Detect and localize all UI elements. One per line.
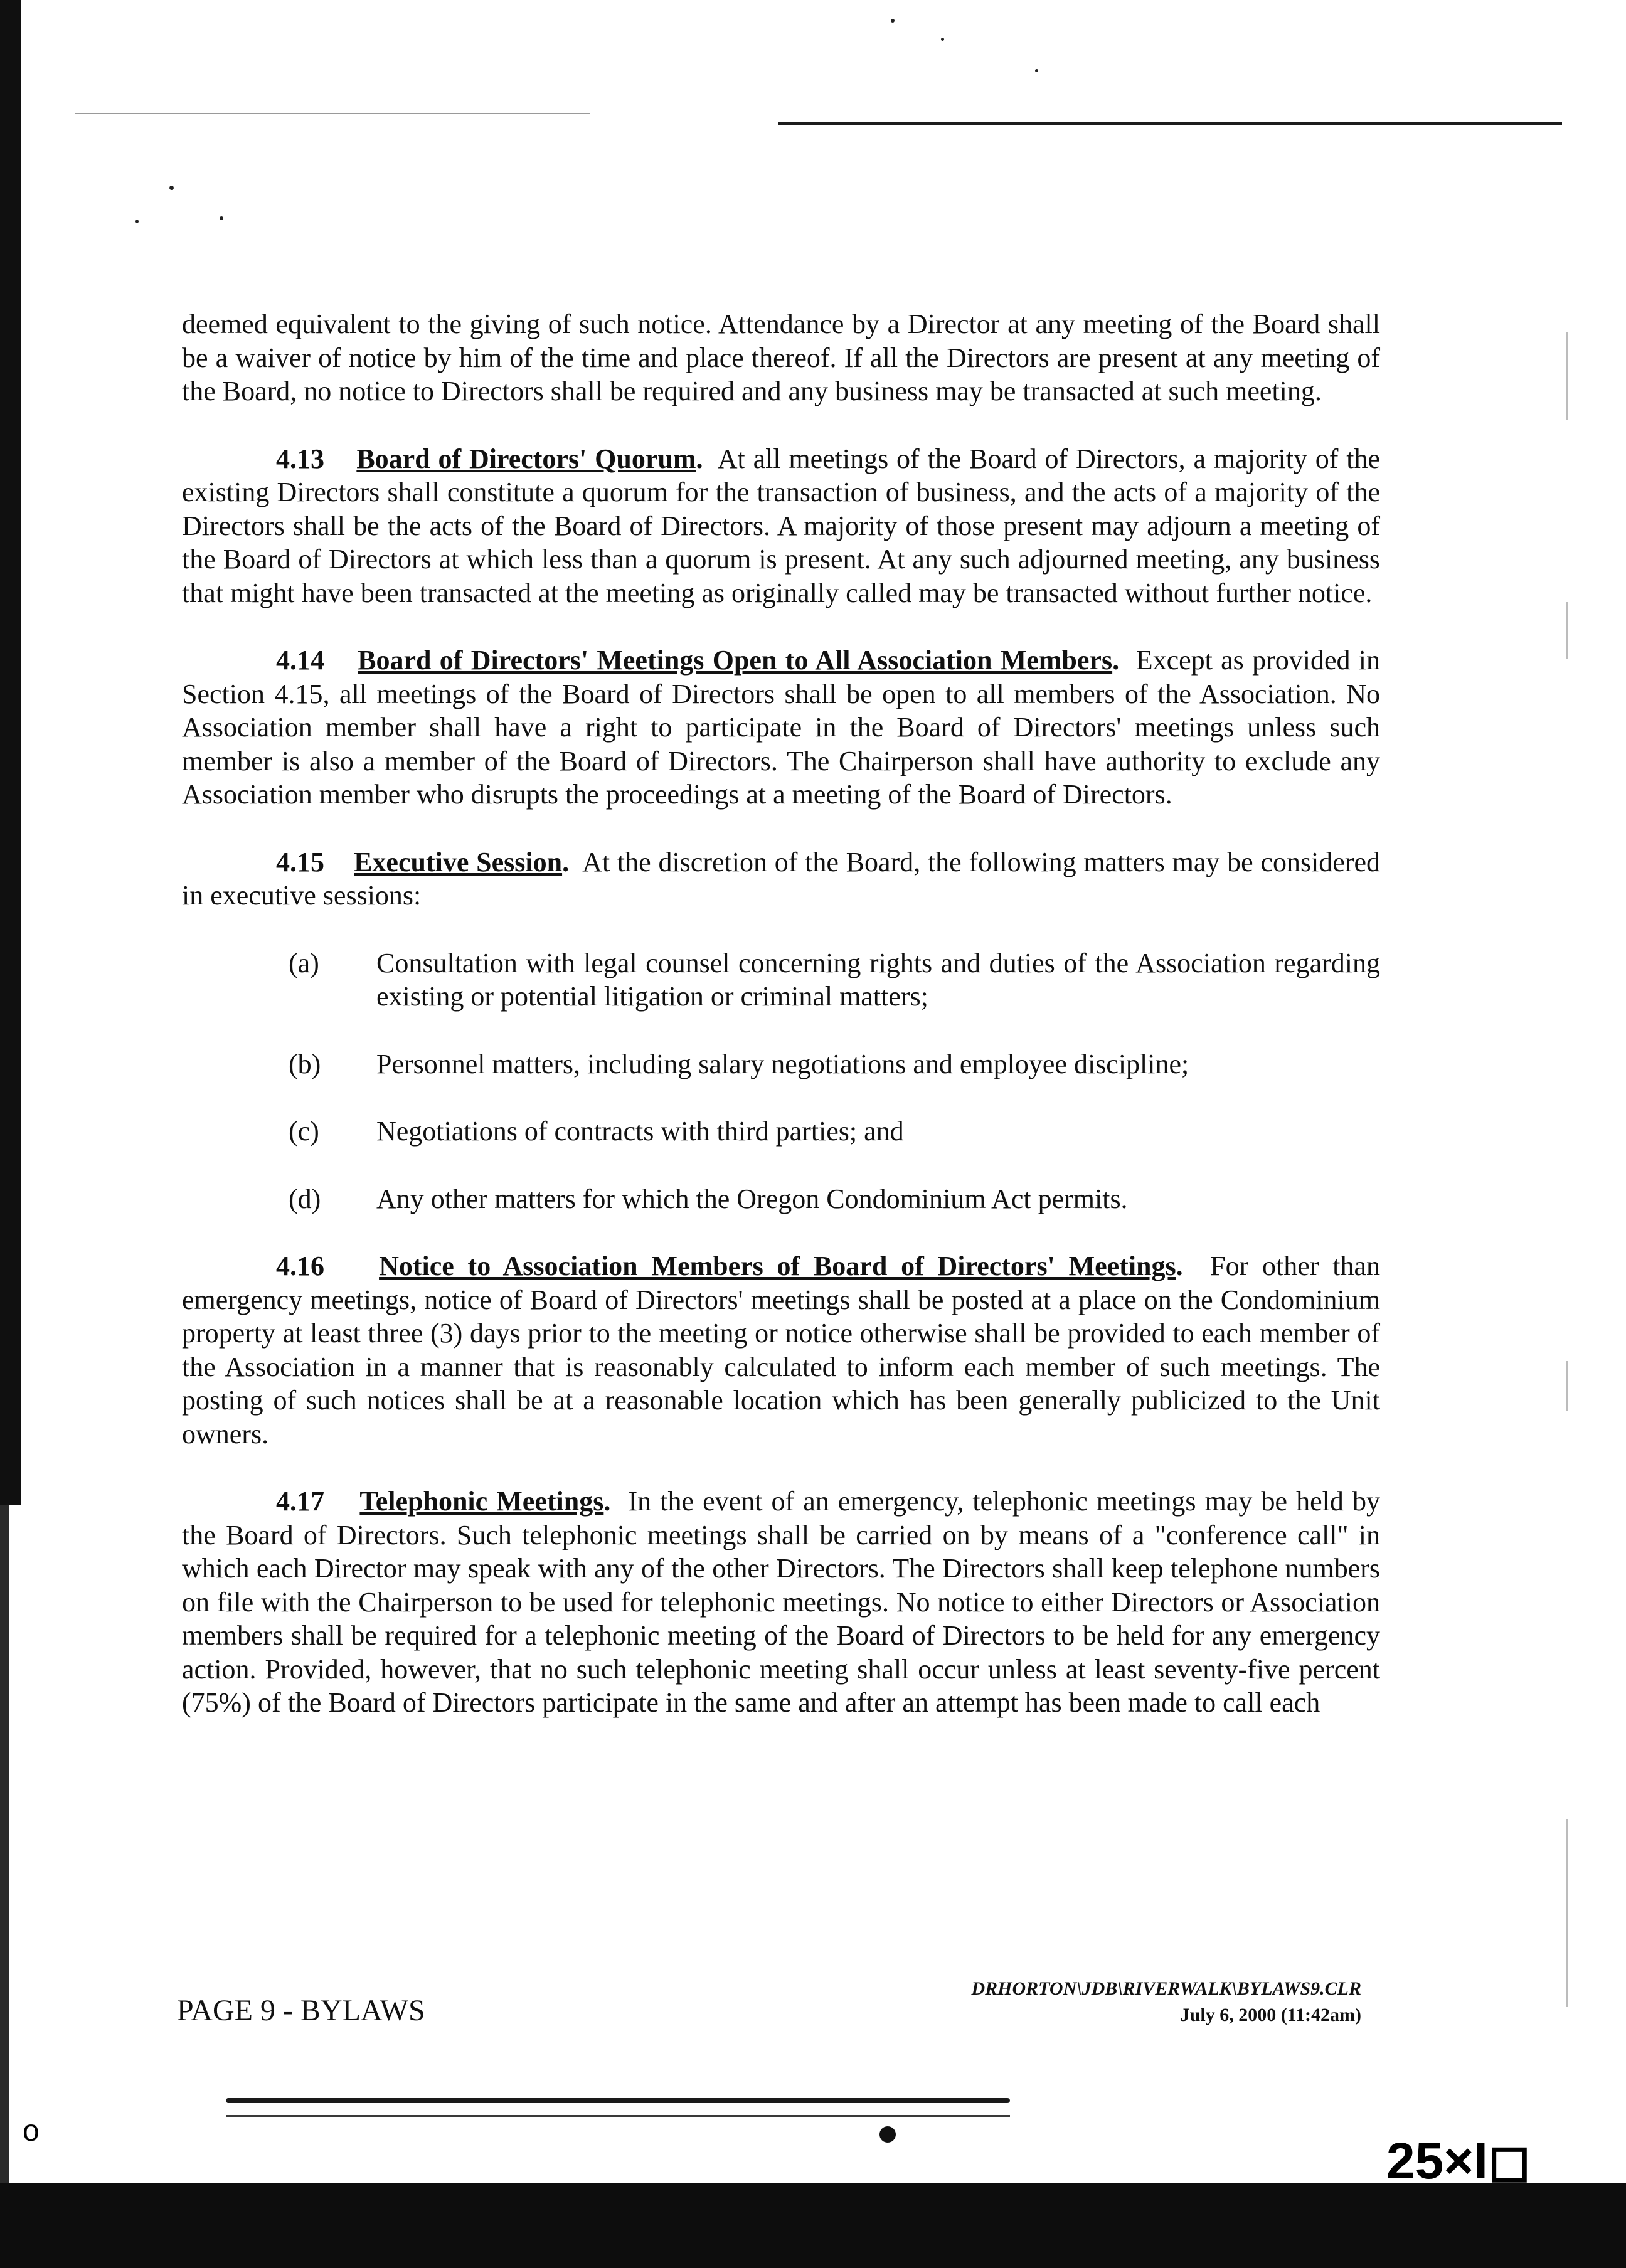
scan-margin-mark — [1566, 1819, 1568, 2007]
scan-bottom-shadow — [0, 2183, 1626, 2268]
section-number: 4.17 — [276, 1486, 324, 1517]
list-item-text: Personnel matters, including salary negotiations and employee discipline; — [376, 1048, 1189, 1079]
list-item-text: Consultation with legal counsel concerning rights and duties of the Association regarding existing or potential litigation or criminal matters; — [376, 947, 1380, 1012]
scan-speck — [941, 38, 944, 41]
section-4-16: 4.16 Notice to Association Members of Board of Directors' Meetings. For other than emergency meetings, notice of Board of Directors' meetings shall be posted at a place on the Condominium property at least three (3) days prior to the meeting or notice otherwise shall be provided to each member of the Association in a manner that is reasonably calculated to inform each member of such meetings. The posting of such notices shall be at a reasonable location which has been generally publicized to the Unit owners. — [182, 1251, 1380, 1449]
scan-margin-mark — [1566, 602, 1568, 659]
scan-speck — [135, 220, 139, 223]
scan-speck — [891, 19, 895, 23]
scan-bottom-line-thin — [226, 2115, 1010, 2117]
section-heading: Telephonic Meetings — [359, 1486, 604, 1517]
list-item — [289, 946, 1380, 1014]
section-number: 4.13 — [276, 443, 324, 474]
section-body: At all meetings of the Board of Directors, a majority of the existing Directors shall constitute a quorum for the transaction of business, and the acts of a majority of the Directors shall be the acts of the Board of Directors. A majority of those present may adjourn a meeting of the Board of Directors at which less than a quorum is present. At any such adjourned meeting, any business that might have been transacted at the meeting as originally called may be transacted without further notice. — [182, 443, 1381, 608]
file-path: DRHORTON\JDB\RIVERWALK\BYLAWS9.CLR — [971, 1978, 1361, 1999]
file-reference — [954, 1976, 1361, 2028]
scan-speck — [220, 216, 223, 220]
page-label: PAGE 9 - BYLAWS — [177, 1994, 425, 2027]
scan-punch-hole — [879, 2126, 896, 2143]
section-body: In the event of an emergency, telephonic meetings may be held by the Board of Directors. Such telephonic meetings shall be carried on by means of a "conference call" in which each Director may speak with any of the other Directors. The Directors shall keep telephone numbers on file with the Chairperson to be used for telephonic meetings. No notice to either Directors or Association members shall be required for a telephonic meeting of the Board of Directors to be held for any emergency action. Provided, however, that no such telephonic meeting shall occur unless at least seventy-five percent (75%) of the Board of Directors participate in the same and after an attempt has been made to call each — [182, 1486, 1380, 1718]
list-item-label: (d) — [289, 1183, 321, 1214]
scan-edge-shadow-lower — [0, 1505, 9, 2227]
section-4-13: 4.13 Board of Directors' Quorum. At all meetings of the Board of Directors, a majority of the existing Directors shall constitute a quorum for the transaction of business, and the acts of a majority of the Directors shall be the acts of the Board of Directors. A majority of those present may adjourn a meeting of the Board of Directors at which less than a quorum is present. At any such adjourned meeting, any business that might have been transacted at the meeting as originally called may be transacted without further notice. — [182, 443, 1381, 608]
section-body: Except as provided in Section 4.15, all meetings of the Board of Directors shall be open to all members of the Association. No Association member shall have a right to participate in the Board of Directors' meetings unless such member is also a member of the Board of Directors. The Chairperson shall have authority to exclude any Association member who disrupts the proceedings at a meeting of the Board of Directors. — [182, 645, 1381, 810]
corner-mark: o — [23, 2114, 40, 2148]
section-4-15: 4.15 Executive Session. At the discretion of the Board, the following matters may be considered in executive sessions: — [182, 846, 1381, 911]
scan-speck — [1035, 69, 1038, 72]
scan-top-line — [778, 122, 1562, 125]
section-heading: Notice to Association Members of Board of Directors' Meetings — [379, 1251, 1176, 1281]
list-item-text: Any other matters for which the Oregon Condominium Act permits. — [376, 1183, 1128, 1214]
list-item — [289, 1115, 1380, 1148]
scan-margin-mark — [1566, 332, 1568, 420]
section-body: At the discretion of the Board, the following matters may be considered in executive sessions: — [182, 846, 1381, 911]
list-item-text: Negotiations of contracts with third parties; and — [376, 1116, 904, 1147]
scan-top-line-thin — [75, 113, 590, 114]
document-date: July 6, 2000 (11:42am) — [1180, 2005, 1361, 2025]
list-item — [289, 1047, 1380, 1081]
section-number: 4.16 — [276, 1251, 324, 1281]
microfilm-stamp: 25×I◻ — [1386, 2133, 1531, 2190]
scan-speck — [169, 186, 174, 190]
list-item-label: (c) — [289, 1116, 319, 1147]
section-heading: Board of Directors' Meetings Open to All Association Members — [358, 645, 1113, 676]
continuation-paragraph: deemed equivalent to the giving of such notice. Attendance by a Director at any meeting of the Board shall be a waiver of notice by him of the time and place thereof. If all the Directors are present at any meeting of the Board, no notice to Directors shall be required and any business may be transacted at such meeting. — [182, 309, 1380, 406]
list-item-label: (a) — [289, 947, 319, 978]
scan-margin-mark — [1566, 1361, 1568, 1411]
scan-bottom-line — [226, 2098, 1010, 2103]
section-heading: Executive Session — [354, 846, 563, 877]
document-page — [182, 307, 1380, 1720]
section-4-17: 4.17 Telephonic Meetings. In the event of an emergency, telephonic meetings may be held by the Board of Directors. Such telephonic meetings shall be carried on by means of a "conference call" in which each Director may speak with any of the other Directors. The Directors shall keep telephone numbers on file with the Chairperson to be used for telephonic meetings. No notice to either Directors or Association members shall be required for a telephonic meeting of the Board of Directors to be held for any emergency action. Provided, however, that no such telephonic meeting shall occur unless at least seventy-five percent (75%) of the Board of Directors participate in the same and after an attempt has been made to call each — [182, 1486, 1380, 1718]
section-number: 4.14 — [276, 645, 324, 676]
section-body: For other than emergency meetings, notice of Board of Directors' meetings shall be posted at a place on the Condominium property at least three (3) days prior to the meeting or notice otherwise shall be provided to each member of the Association in a manner that is reasonably calculated to inform each member of such meetings. The posting of such notices shall be at a reasonable location which has been generally publicized to the Unit owners. — [182, 1251, 1380, 1449]
section-heading: Board of Directors' Quorum — [356, 443, 696, 474]
section-number: 4.15 — [276, 846, 324, 877]
section-4-14: 4.14 Board of Directors' Meetings Open to All Association Members. Except as provided in Section 4.15, all meetings of the Board of Directors shall be open to all members of the Association. No Association member shall have a right to participate in the Board of Directors' meetings unless such member is also a member of the Board of Directors. The Chairperson shall have authority to exclude any Association member who disrupts the proceedings at a meeting of the Board of Directors. — [182, 645, 1381, 810]
list-item — [289, 1182, 1380, 1216]
scan-edge-shadow — [0, 0, 21, 1505]
list-item-label: (b) — [289, 1048, 321, 1079]
